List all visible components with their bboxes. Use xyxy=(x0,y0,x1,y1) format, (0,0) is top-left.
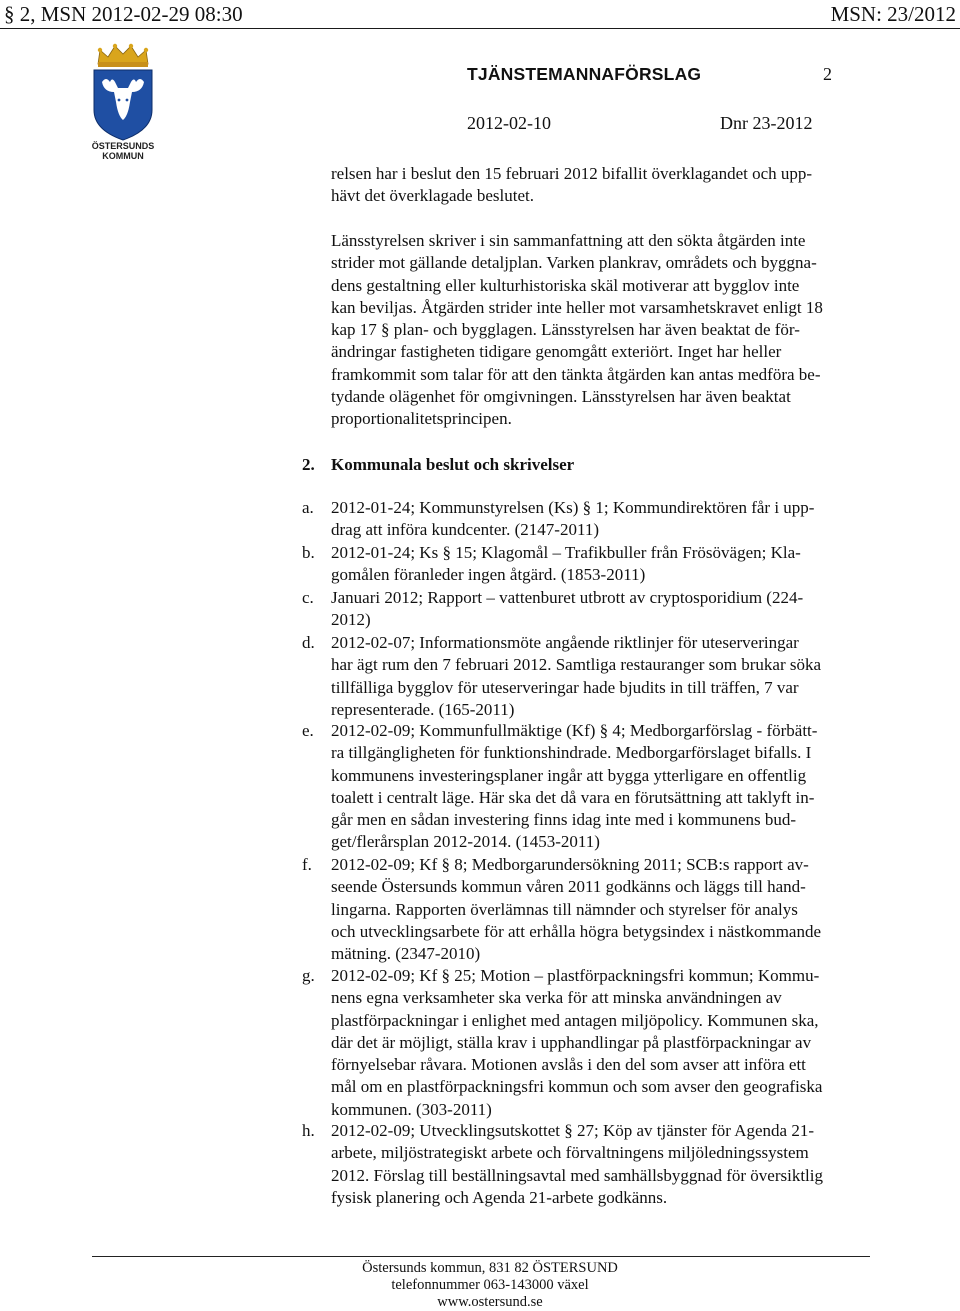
text-line: går men en sådan investering finns idag inte med i kommunens bud- xyxy=(331,810,797,830)
footer-phone: telefonnummer 063-143000 växel xyxy=(391,1277,589,1293)
text-line: toalett i centralt läge. Här ska det då vara en förutsättning att taklyft in- xyxy=(331,787,815,807)
paragraph-appeal-result xyxy=(331,163,891,208)
section-number: 2. xyxy=(302,455,315,474)
text-line: mätning. (2347-2010) xyxy=(331,944,481,964)
text-line: get/flerårsplan 2012-2014. (1453-2011) xyxy=(331,832,600,852)
list-item xyxy=(331,720,891,854)
text-line: ändringar fastigheten tidigare genomgått exteriört. Inget har heller xyxy=(331,342,782,362)
text-line: 2012-02-07; Informationsmöte angående riktlinjer för uteserveringar xyxy=(331,633,799,652)
list-item-letter: f. xyxy=(302,855,312,874)
text-line: där det är möjligt, ställa krav i upphandlingar på plastförpackningar av xyxy=(331,1032,812,1052)
text-line: tydande olägenhet för omgivningen. Länsstyrelsen har även beaktat xyxy=(331,387,791,407)
text-line: framkommit som talar för att den tänkta åtgärden kan antas medföra be- xyxy=(331,364,821,384)
footer-address: Östersunds kommun, 831 82 ÖSTERSUND xyxy=(362,1260,618,1276)
text-line: kommunen. (303-2011) xyxy=(331,1099,492,1119)
list-item xyxy=(331,497,891,542)
text-line: kap 17 § plan- och bygglagen. Länsstyrelsen har även beaktat de för- xyxy=(331,320,800,340)
text-line: seende Östersunds kommun våren 2011 godkänns och läggs till hand- xyxy=(331,877,806,897)
text-line: Januari 2012; Rapport – vattenburet utbrott av cryptosporidium (224- xyxy=(331,588,804,607)
document-date: 2012-02-10 xyxy=(467,113,551,133)
text-line: nens egna verksamheter ska verka för att minska användningen av xyxy=(331,988,782,1008)
text-line: har ägt rum den 7 februari 2012. Samtliga restauranger som brukar söka xyxy=(331,655,822,675)
text-line: tillfälliga bygglov för uteserveringar hade bjudits in till träffen, 7 var xyxy=(331,677,799,697)
text-line: drag att införa kundcenter. (2147-2011) xyxy=(331,520,599,540)
list-item-letter: e. xyxy=(302,721,314,740)
text-line: kan beviljas. Åtgärden strider inte heller mot varsamhetskravet enligt 18 xyxy=(331,297,823,317)
text-line: kommunens investeringsplaner ingår att bygga ytterligare en offentlig xyxy=(331,765,807,785)
list-item xyxy=(331,587,891,632)
text-line: 2012-02-09; Kommunfullmäktige (Kf) § 4; Medborgarförslag - förbätt- xyxy=(331,721,818,740)
text-line: arbete, miljöstrategiskt arbete och förvaltningens miljöledningssystem xyxy=(331,1143,809,1163)
text-line: 2012-02-09; Kf § 25; Motion – plastförpackningsfri kommun; Kommu- xyxy=(331,966,820,985)
section-title: Kommunala beslut och skrivelser xyxy=(331,455,575,474)
text-line: 2012-01-24; Ks § 15; Klagomål – Trafikbuller från Frösövägen; Kla- xyxy=(331,543,801,562)
list-item-letter: d. xyxy=(302,633,315,652)
text-line: 2012-02-09; Kf § 8; Medborgarundersökning 2011; SCB:s rapport av- xyxy=(331,855,809,874)
text-line: dens gestaltning eller kulturhistoriska skäl motiverar att bygglov inte xyxy=(331,275,800,295)
list-item-letter: g. xyxy=(302,966,315,985)
text-line: hävt det överklagade beslutet. xyxy=(331,186,534,206)
list-item-letter: b. xyxy=(302,543,315,562)
text-line: relsen har i beslut den 15 februari 2012 bifallit överklagandet och upp- xyxy=(331,164,813,183)
text-line: proportionalitetsprincipen. xyxy=(331,409,512,429)
case-number: MSN: 23/2012 xyxy=(830,2,956,26)
list-item xyxy=(331,632,891,721)
text-line: 2012. Förslag till beställningsavtal med samhällsbyggnad för översiktlig xyxy=(331,1165,823,1185)
ostersund-coat-of-arms-logo xyxy=(88,42,158,160)
text-line: 2012-02-09; Utvecklingsutskottet § 27; Köp av tjänster för Agenda 21- xyxy=(331,1121,814,1140)
list-item xyxy=(331,965,891,1121)
text-line: strider mot gällande detaljplan. Varken plankrav, områdets och byggna- xyxy=(331,253,817,273)
text-line: lingarna. Rapporten överlämnas till nämnder och styrelser för analys xyxy=(331,899,798,919)
text-line: representerade. (165-2011) xyxy=(331,699,515,719)
logo-text-line1: ÖSTERSUNDS xyxy=(91,141,155,151)
list-item-letter: c. xyxy=(302,588,314,607)
list-item xyxy=(331,854,891,965)
diary-number: Dnr 23-2012 xyxy=(720,113,813,133)
meeting-header-bar xyxy=(0,0,960,29)
logo-text-line2: KOMMUN xyxy=(102,151,144,160)
paragraph-county-summary xyxy=(331,230,891,431)
text-line: mål om en plastförpackningsfri kommun och som avser den geografiska xyxy=(331,1077,823,1097)
text-line: Länsstyrelsen skriver i sin sammanfattning att den sökta åtgärden inte xyxy=(331,231,806,250)
list-item xyxy=(331,1120,891,1209)
list-item-letter: a. xyxy=(302,498,314,517)
text-line: fysisk planering och Agenda 21-arbete godkänns. xyxy=(331,1187,668,1207)
footer-website: www.ostersund.se xyxy=(437,1294,543,1310)
meeting-reference: § 2, MSN 2012-02-29 08:30 xyxy=(4,2,243,26)
page-number: 2 xyxy=(823,64,832,84)
text-line: och utvecklingsarbete för att erhålla högra betygsindex i nästkommande xyxy=(331,921,822,941)
text-line: förnyelsebar råvara. Motionen avslås i den del som avser att införa ett xyxy=(331,1055,806,1075)
text-line: gomålen föranleder ingen åtgärd. (1853-2011) xyxy=(331,565,646,585)
document-type: TJÄNSTEMANNAFÖRSLAG xyxy=(467,64,702,84)
footer-divider xyxy=(92,1256,870,1257)
text-line: 2012) xyxy=(331,610,371,630)
text-line: ra tillgängligheten för funktionshindrade. Medborgarförslaget bifalls. I xyxy=(331,743,812,763)
text-line: 2012-01-24; Kommunstyrelsen (Ks) § 1; Kommundirektören får i upp- xyxy=(331,498,815,517)
list-item-letter: h. xyxy=(302,1121,315,1140)
text-line: plastförpackningar i enlighet med antagen miljöpolicy. Kommunen ska, xyxy=(331,1010,819,1030)
list-item xyxy=(331,542,891,587)
